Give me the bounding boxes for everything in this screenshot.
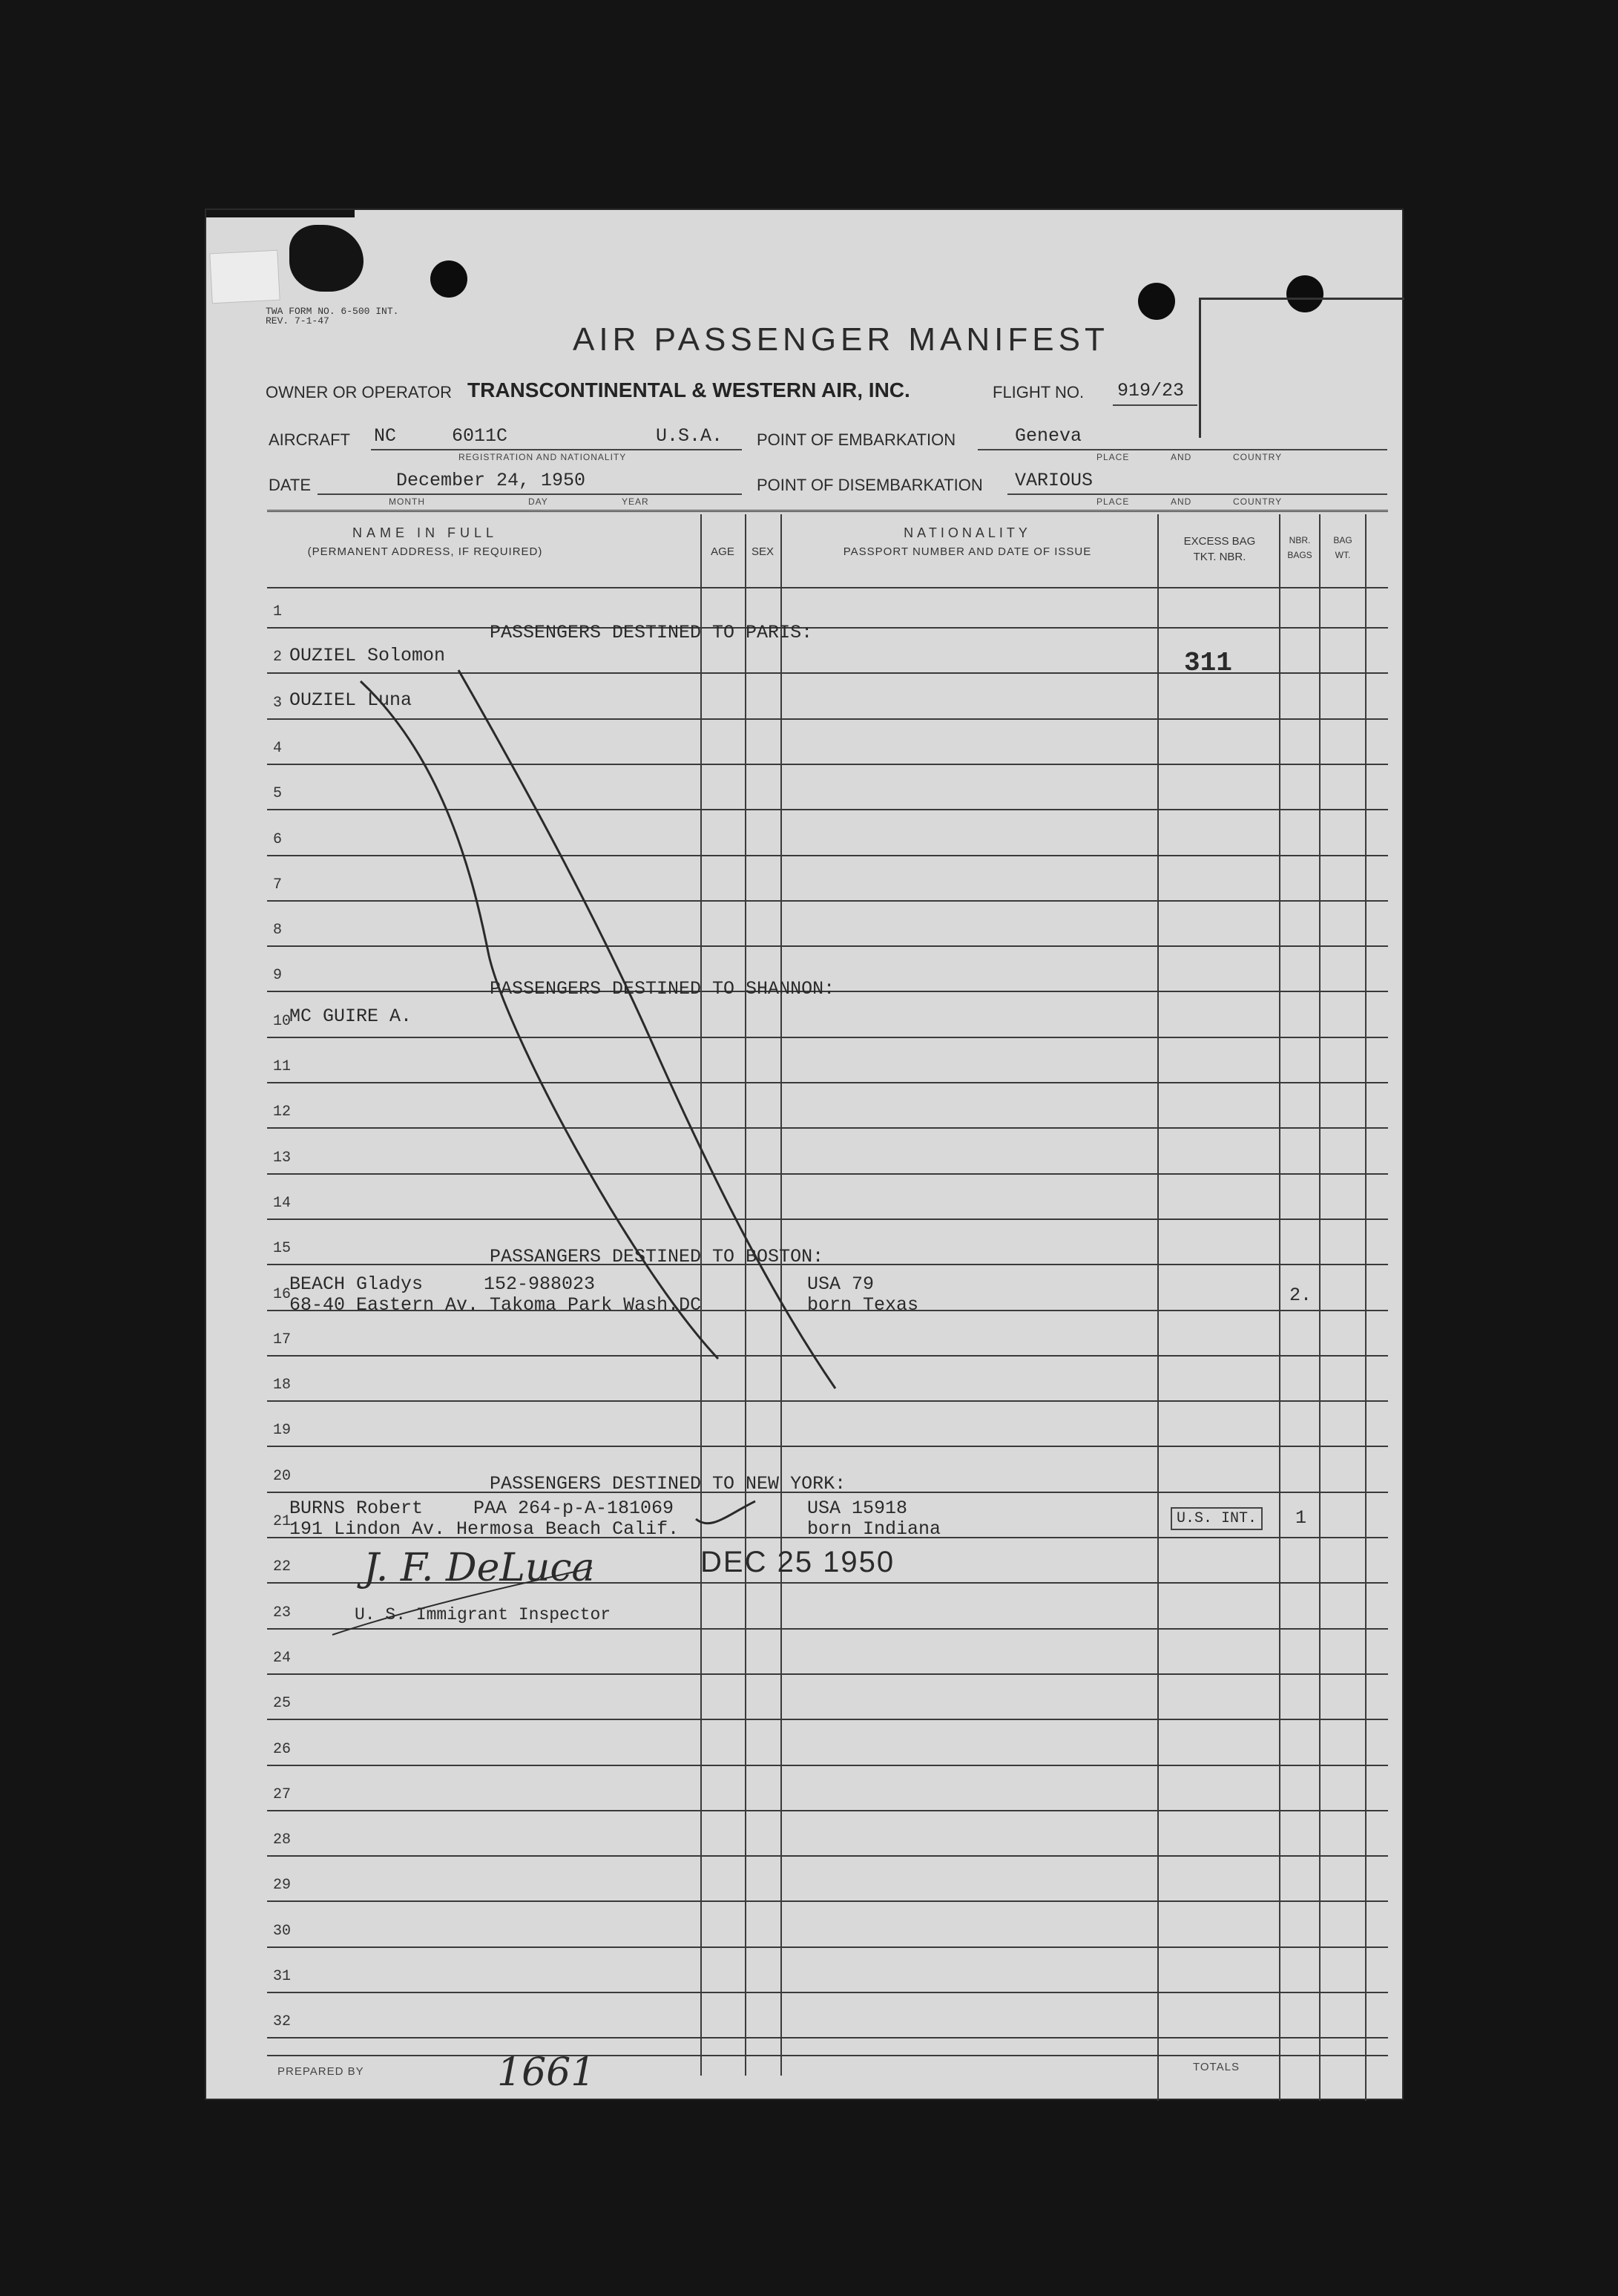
header-bottom-rule — [267, 587, 1388, 588]
table-bottom-rule — [267, 2055, 1388, 2056]
row-number: 21 — [273, 1513, 292, 1530]
table-row — [267, 809, 1388, 810]
beach-passport: 152-988023 — [484, 1273, 596, 1295]
date-label: DATE — [269, 476, 312, 494]
row-number: 16 — [273, 1285, 292, 1303]
burns-passport: PAA 264-p-A-181069 — [473, 1498, 674, 1519]
excess-ticket-311: 311 — [1184, 648, 1232, 678]
aircraft-underline — [371, 449, 742, 450]
col-excess-header: EXCESS BAG TKT. NBR. — [1183, 535, 1256, 563]
burns-address: 191 Lindon Av. Hermosa Beach Calif. — [289, 1518, 680, 1540]
beach-born: born Texas — [807, 1294, 919, 1316]
and-caption-2: AND — [1171, 496, 1192, 507]
checkmark — [696, 1501, 755, 1523]
beach-address: 68-40 Eastern Av. Takoma Park Wash.DC — [289, 1294, 702, 1316]
owner-label: OWNER OR OPERATOR — [266, 383, 452, 401]
col-sex-header: SEX — [751, 545, 774, 558]
year-caption: YEAR — [622, 496, 649, 507]
row-number: 4 — [273, 739, 283, 757]
newyork-heading: PASSENGERS DESTINED TO NEW YORK: — [490, 1473, 846, 1495]
aircraft-label: AIRCRAFT — [269, 430, 350, 449]
row-number: 11 — [273, 1058, 292, 1075]
aircraft-value: NC 6011C — [374, 425, 508, 447]
totals-label: TOTALS — [1193, 2061, 1240, 2073]
row-number: 29 — [273, 1877, 292, 1895]
embarkation-label: POINT OF EMBARKATION — [757, 430, 956, 449]
table-row — [267, 1628, 1388, 1630]
form-number: TWA FORM NO. 6-500 INT. REV. 7-1-47 — [266, 306, 399, 327]
table-top-rule — [267, 510, 1388, 512]
place-caption-2: PLACE — [1096, 496, 1130, 507]
row-number: 18 — [273, 1377, 292, 1394]
disembarkation-value: VARIOUS — [1015, 470, 1094, 491]
passenger-mcguire: MC GUIRE A. — [289, 1006, 412, 1027]
table-row — [267, 2037, 1388, 2038]
torn-corner — [206, 210, 355, 217]
month-caption: MONTH — [389, 496, 425, 507]
punch-hole-mid — [1138, 283, 1175, 320]
burns-bags: 1 — [1295, 1507, 1307, 1529]
table-row — [267, 1264, 1388, 1265]
embarkation-value: Geneva — [1015, 425, 1082, 447]
row-number: 7 — [273, 876, 283, 893]
torn-edge — [289, 225, 364, 292]
col-bagwt-header: BAG WT. — [1333, 535, 1352, 560]
table-row — [267, 1810, 1388, 1811]
punch-hole-left — [430, 260, 467, 298]
table-row — [267, 627, 1388, 629]
col-bags-header: NBR. BAGS — [1287, 535, 1312, 560]
passenger-beach-gladys: BEACH Gladys — [289, 1273, 424, 1295]
col-name-header: NAME IN FULL (PERMANENT ADDRESS, IF REQUIRED) — [307, 525, 543, 558]
row-number: 10 — [273, 1012, 292, 1030]
burns-excess-stamp: U.S. INT. — [1171, 1507, 1263, 1530]
beach-bags: 2. — [1289, 1285, 1312, 1306]
table-row — [267, 1673, 1388, 1675]
flight-underline — [1113, 404, 1197, 406]
day-caption: DAY — [528, 496, 548, 507]
inspection-date-stamp: DEC 25 1950 — [700, 1546, 895, 1578]
table-row — [267, 1082, 1388, 1083]
disembarkation-underline — [1007, 493, 1387, 495]
passenger-burns-robert: BURNS Robert — [289, 1498, 424, 1519]
place-caption: PLACE — [1096, 452, 1130, 462]
table-row — [267, 1127, 1388, 1129]
table-row — [267, 945, 1388, 947]
table-row — [267, 718, 1388, 720]
passenger-ouziel-solomon: OUZIEL Solomon — [289, 645, 446, 666]
table-row — [267, 1900, 1388, 1902]
row-number: 6 — [273, 830, 283, 848]
row-number: 9 — [273, 967, 283, 985]
table-row — [267, 1992, 1388, 1993]
table-row — [267, 1218, 1388, 1220]
embarkation-underline — [978, 449, 1387, 450]
col-divider-nat — [780, 514, 782, 2076]
row-number: 3 — [273, 694, 283, 712]
inspector-signature: J. F. DeLuca — [364, 1546, 595, 1590]
prepared-by-label: PREPARED BY — [277, 2065, 364, 2078]
row-number: 2 — [273, 649, 283, 666]
manifest-sheet — [206, 210, 1402, 2099]
paris-heading: PASSENGERS DESTINED TO PARIS: — [490, 622, 813, 643]
row-number: 15 — [273, 1240, 292, 1258]
date-underline — [318, 493, 742, 495]
col-divider-bags — [1279, 514, 1280, 2101]
owner-value: TRANSCONTINENTAL & WESTERN AIR, INC. — [467, 378, 910, 401]
row-number: 31 — [273, 1968, 292, 1985]
inspector-title: U. S. Immigrant Inspector — [355, 1605, 611, 1624]
table-row — [267, 1355, 1388, 1357]
handwritten-total: 1661 — [497, 2050, 596, 2095]
table-row — [267, 1446, 1388, 1447]
col-nationality-header: NATIONALITY PASSPORT NUMBER AND DATE OF ISSUE — [843, 525, 1092, 558]
table-row — [267, 1946, 1388, 1948]
table-row — [267, 764, 1388, 765]
col-divider-excess — [1157, 514, 1159, 2101]
tape-patch — [209, 250, 280, 304]
row-number: 22 — [273, 1558, 292, 1576]
shannon-heading: PASSENGERS DESTINED TO SHANNON: — [490, 978, 835, 1000]
flight-label: FLIGHT NO. — [993, 383, 1085, 401]
table-row — [267, 855, 1388, 856]
registration-caption: REGISTRATION AND NATIONALITY — [458, 452, 627, 462]
row-number: 17 — [273, 1331, 292, 1348]
manifest-title: AIR PASSENGER MANIFEST — [573, 321, 1109, 358]
burns-born: born Indiana — [807, 1518, 941, 1540]
flight-value: 919/23 — [1117, 380, 1185, 401]
country-caption-2: COUNTRY — [1233, 496, 1283, 507]
row-number: 19 — [273, 1422, 292, 1440]
row-number: 20 — [273, 1467, 292, 1485]
col-divider-sex — [745, 514, 746, 2076]
beach-nationality: USA 79 — [807, 1273, 875, 1295]
disembarkation-label: POINT OF DISEMBARKATION — [757, 476, 983, 494]
row-number: 27 — [273, 1785, 292, 1803]
row-number: 23 — [273, 1604, 292, 1621]
col-age-header: AGE — [711, 545, 734, 558]
date-value: December 24, 1950 — [396, 470, 586, 491]
row-number: 13 — [273, 1149, 292, 1167]
row-number: 25 — [273, 1695, 292, 1713]
table-row — [267, 1173, 1388, 1175]
table-row — [267, 1765, 1388, 1766]
table-row — [267, 1855, 1388, 1857]
table-row — [267, 1400, 1388, 1402]
row-number: 5 — [273, 785, 283, 803]
row-number: 12 — [273, 1103, 292, 1121]
col-divider-end — [1365, 514, 1367, 2101]
boston-heading: PASSANGERS DESTINED TO BOSTON: — [490, 1246, 824, 1267]
corner-box — [1199, 298, 1404, 438]
row-number: 32 — [273, 2013, 292, 2031]
row-number: 30 — [273, 1922, 292, 1940]
passenger-ouziel-luna: OUZIEL Luna — [289, 689, 412, 711]
table-row — [267, 1719, 1388, 1720]
and-caption: AND — [1171, 452, 1192, 462]
row-number: 14 — [273, 1194, 292, 1212]
aircraft-nationality: U.S.A. — [656, 425, 723, 447]
row-number: 24 — [273, 1649, 292, 1667]
table-row — [267, 900, 1388, 902]
col-divider-bagwt — [1319, 514, 1321, 2101]
row-number: 28 — [273, 1831, 292, 1849]
burns-nationality: USA 15918 — [807, 1498, 908, 1519]
row-number: 8 — [273, 922, 283, 939]
row-number: 1 — [273, 603, 283, 620]
row-number: 26 — [273, 1740, 292, 1758]
table-row — [267, 1037, 1388, 1038]
country-caption: COUNTRY — [1233, 452, 1283, 462]
